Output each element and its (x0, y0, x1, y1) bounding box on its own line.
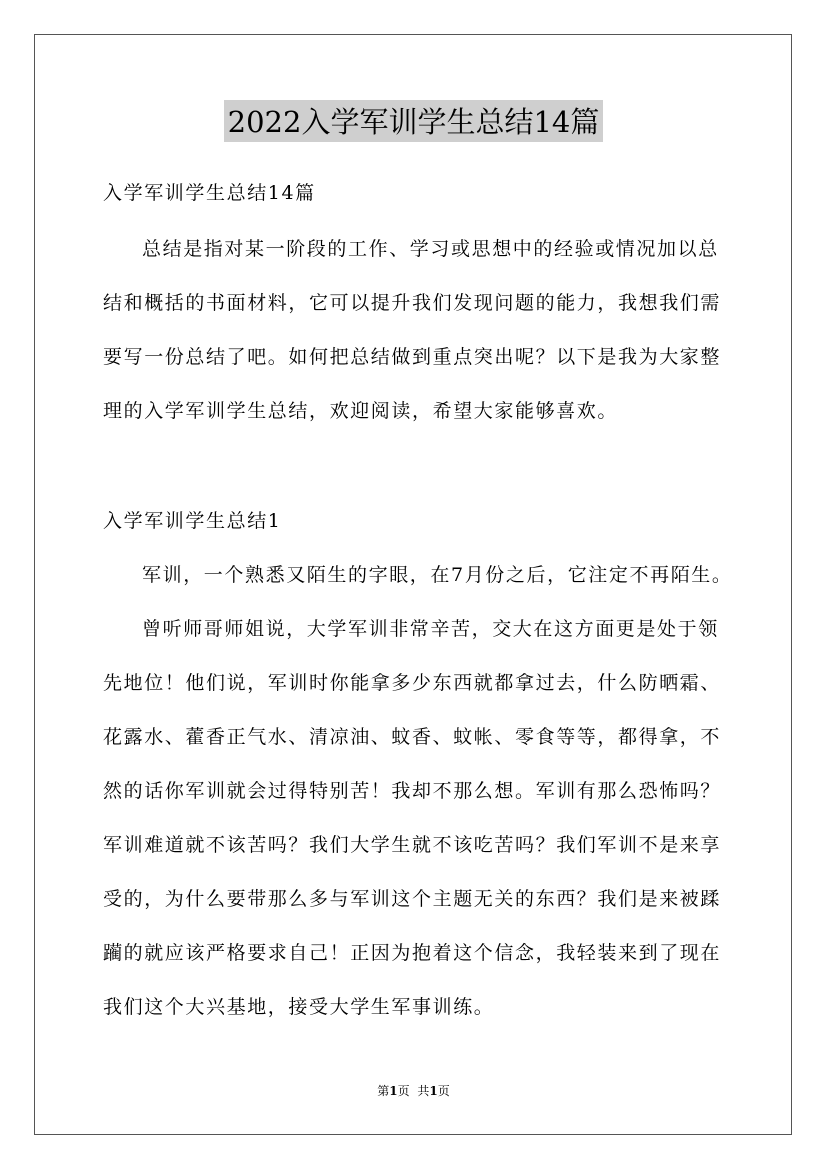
document-title-wrap (0, 100, 827, 142)
page-footer (0, 1083, 827, 1099)
intro-line-2: 结和概括的书面材料，它可以提升我们发现问题的能力，我想我们需 (103, 292, 722, 314)
document-subtitle: 入学军训学生总结14篇 (103, 182, 316, 204)
total-prefix: 共 (417, 1084, 430, 1098)
para2-line-3: 花露水、藿香正气水、清凉油、蚊香、蚊帐、零食等等，都得拿，不 (103, 726, 722, 748)
para2-line-4: 然的话你军训就会过得特别苦！我却不那么想。军训有那么恐怖吗？ (103, 780, 722, 802)
para2-line-6: 受的，为什么要带那么多与军训这个主题无关的东西？我们是来被蹂 (103, 888, 722, 910)
page-label-prefix: 第 (377, 1084, 390, 1098)
intro-line-3: 要写一份总结了吧。如何把总结做到重点突出呢？以下是我为大家整 (103, 346, 722, 368)
para2-line-5: 军训难道就不该苦吗？我们大学生就不该吃苦吗？我们军训不是来享 (103, 834, 722, 856)
page-label-suffix: 页 (397, 1084, 410, 1098)
section-heading: 入学军训学生总结1 (103, 510, 282, 532)
para2-line-2: 先地位！他们说，军训时你能拿多少东西就都拿过去，什么防晒霜、 (103, 672, 722, 694)
total-suffix: 页 (437, 1084, 450, 1098)
para2-line-8: 我们这个大兴基地，接受大学生军事训练。 (103, 996, 495, 1018)
para1-line: 军训，一个熟悉又陌生的字眼，在7月份之后，它注定不再陌生。 (142, 564, 733, 586)
document-title: 2022入学军训学生总结14篇 (224, 100, 604, 142)
intro-line-1: 总结是指对某一阶段的工作、学习或思想中的经验或情况加以总 (142, 238, 719, 260)
para2-line-1: 曾听师哥师姐说，大学军训非常辛苦，交大在这方面更是处于领 (142, 618, 719, 640)
para2-line-7: 躏的就应该严格要求自己！正因为抱着这个信念，我轻装来到了现在 (103, 942, 722, 964)
total-number: 1 (429, 1084, 438, 1098)
page-number: 1 (389, 1084, 398, 1098)
intro-line-4: 理的入学军训学生总结，欢迎阅读，希望大家能够喜欢。 (103, 400, 619, 422)
